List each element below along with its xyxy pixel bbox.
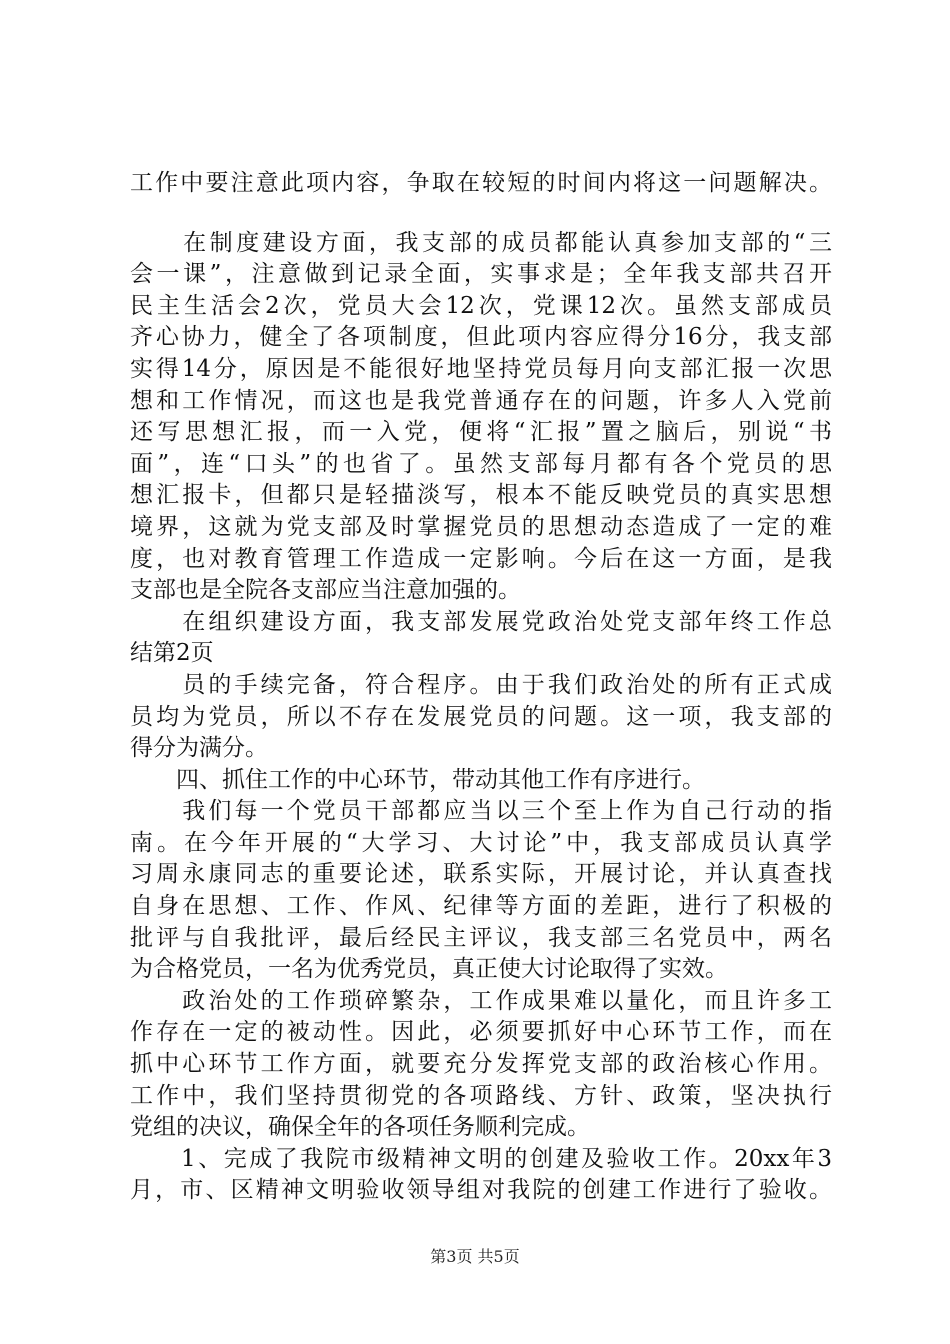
text-line: 面”，连“口头”的也省了。虽然支部每月都有各个党员的思 (130, 450, 832, 477)
text-line: 得分为满分。 (130, 735, 268, 762)
paragraph-gap (130, 200, 832, 228)
text-line: 习周永康同志的重要论述，联系实际，开展讨论，并认真查找 (130, 861, 832, 888)
text-line: 民主生活会2次，党员大会12次，党课12次。虽然支部成员 (130, 292, 832, 319)
text-line: 党组的决议，确保全年的各项任务顺利完成。 (130, 1114, 590, 1141)
text-line: 在制度建设方面，我支部的成员都能认真参加支部的“三 (130, 229, 832, 256)
text-line: 自身在思想、工作、作风、纪律等方面的差距，进行了积极的 (130, 893, 832, 920)
text-line: 月，市、区精神文明验收领导组对我院的创建工作进行了验收。 (130, 1177, 832, 1204)
text-line: 工作中要注意此项内容，争取在较短的时间内将这一问题解决。 (130, 170, 832, 196)
text-line: 员均为党员，所以不存在发展党员的问题。这一项，我支部的 (130, 703, 832, 730)
text-line: 在组织建设方面，我支部发展党政治处党支部年终工作总 (130, 608, 832, 635)
text-line: 还写思想汇报，而一入党，便将“汇报”置之脑后，别说“书 (130, 419, 832, 446)
text-line: 齐心协力，健全了各项制度，但此项内容应得分16分，我支部 (130, 324, 832, 351)
text-line: 批评与自我批评，最后经民主评议，我支部三名党员中，两名 (130, 924, 832, 951)
text-line: 想汇报卡，但都只是轻描淡写，根本不能反映党员的真实思想 (130, 482, 832, 509)
text-line: 支部也是全院各支部应当注意加强的。 (130, 577, 521, 604)
text-line: 度，也对教育管理工作造成一定影响。今后在这一方面，是我 (130, 545, 832, 572)
text-line: 为合格党员，一名为优秀党员，真正使大讨论取得了实效。 (130, 956, 728, 983)
text-line: 结第2页 (130, 640, 214, 667)
text-line: 实得14分，原因是不能很好地坚持党员每月向支部汇报一次思 (130, 355, 832, 382)
text-line: 会一课”，注意做到记录全面，实事求是；全年我支部共召开 (130, 261, 832, 288)
text-line: 政治处的工作琐碎繁杂，工作成果难以量化，而且许多工 (130, 987, 832, 1014)
text-line: 员的手续完备，符合程序。由于我们政治处的所有正式成 (130, 671, 832, 698)
text-line: 我们每一个党员干部都应当以三个至上作为自己行动的指 (130, 798, 832, 825)
text-line: 1、完成了我院市级精神文明的创建及验收工作。20xx年3 (130, 1145, 832, 1172)
text-line: 境界，这就为党支部及时掌握党员的思想动态造成了一定的难 (130, 513, 832, 540)
document-body (130, 168, 832, 1207)
page-number-footer: 第3页 共5页 (430, 1247, 520, 1266)
text-line: 抓中心环节工作方面，就要充分发挥党支部的政治核心作用。 (130, 1051, 832, 1078)
text-line: 作存在一定的被动性。因此，必须要抓好中心环节工作，而在 (130, 1019, 832, 1046)
text-line: 工作中，我们坚持贯彻党的各项路线、方针、政策，坚决执行 (130, 1082, 832, 1109)
text-line: 想和工作情况，而这也是我党普通存在的问题，许多人入党前 (130, 387, 832, 414)
text-line: 四、抓住工作的中心环节，带动其他工作有序进行。 (130, 766, 705, 793)
text-line: 南。在今年开展的“大学习、大讨论”中，我支部成员认真学 (130, 829, 832, 856)
